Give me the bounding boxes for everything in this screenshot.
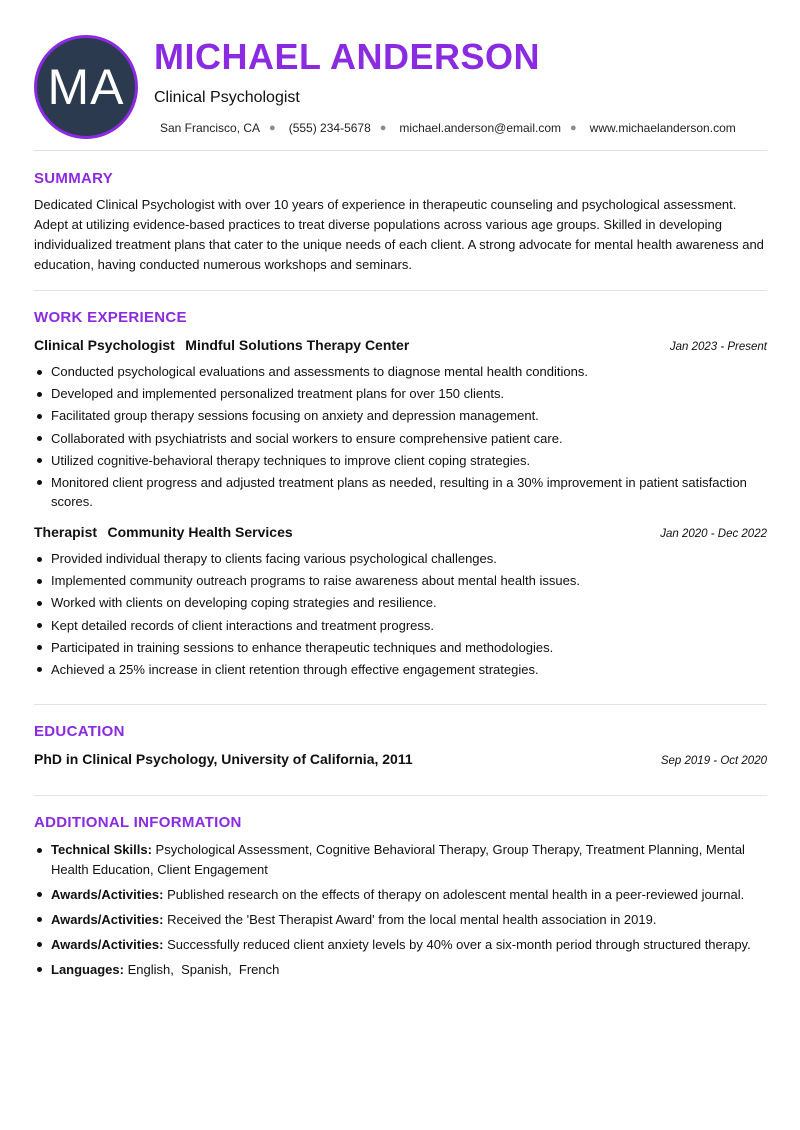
education-entry bbox=[34, 751, 767, 767]
list-item: Collaborated with psychiatrists and social workers to ensure comprehensive patient care. bbox=[34, 429, 767, 449]
job-company: Community Health Services bbox=[107, 524, 293, 540]
avatar-initials: MA bbox=[47, 59, 125, 115]
contact-line bbox=[160, 121, 736, 135]
candidate-title: Clinical Psychologist bbox=[154, 89, 300, 106]
divider bbox=[34, 795, 767, 796]
list-item bbox=[34, 935, 767, 955]
job-bullets bbox=[34, 362, 767, 515]
info-label: Awards/Activities: bbox=[51, 936, 164, 952]
degree: PhD in Clinical Psychology, University of California, 2011 bbox=[34, 751, 413, 767]
summary-text: Dedicated Clinical Psychologist with over 10 years of experience in therapeutic counseling and psychological assessment. Adept at utilizing evidence-based practices to treat diverse populations across various age groups. Skilled in developing individualized treatment plans that cater to the unique needs of each client. A strong advocate for mental health awareness and education, having conducted numerous workshops and seminars. bbox=[34, 197, 764, 272]
job-title: Therapist bbox=[34, 524, 98, 540]
list-item bbox=[34, 910, 767, 930]
job-dates: Jan 2020 - Dec 2022 bbox=[660, 528, 767, 540]
contact-email[interactable]: michael.anderson@email.com bbox=[399, 121, 562, 135]
separator-dot: ● bbox=[379, 122, 387, 134]
list-item: Utilized cognitive-behavioral therapy techniques to improve client coping strategies. bbox=[34, 451, 767, 471]
job-dates: Jan 2023 - Present bbox=[669, 341, 767, 353]
divider bbox=[34, 150, 767, 151]
info-text: Published research on the effects of therapy on adolescent mental health in a peer-reviewed journal. bbox=[167, 886, 745, 902]
job-bullets bbox=[34, 549, 767, 682]
job-company: Mindful Solutions Therapy Center bbox=[185, 337, 410, 353]
list-item: Kept detailed records of client interactions and treatment progress. bbox=[34, 616, 767, 636]
contact-website[interactable]: www.michaelanderson.com bbox=[589, 121, 736, 135]
info-label: Awards/Activities: bbox=[51, 911, 164, 927]
list-item: Achieved a 25% increase in client retention through effective engagement strategies. bbox=[34, 660, 767, 680]
list-item: Conducted psychological evaluations and assessments to diagnose mental health conditions. bbox=[34, 362, 767, 382]
list-item: Facilitated group therapy sessions focusing on anxiety and depression management. bbox=[34, 406, 767, 426]
contact-phone: (555) 234-5678 bbox=[288, 121, 371, 135]
info-label: Awards/Activities: bbox=[51, 886, 164, 902]
list-item: Participated in training sessions to enhance therapeutic techniques and methodologies. bbox=[34, 638, 767, 658]
info-text: Received the 'Best Therapist Award' from the local mental health association in 2019. bbox=[167, 911, 657, 927]
divider bbox=[34, 290, 767, 291]
candidate-name: MICHAEL ANDERSON bbox=[154, 36, 541, 77]
additional-info-heading: ADDITIONAL INFORMATION bbox=[34, 814, 242, 831]
contact-location: San Francisco, CA bbox=[160, 121, 261, 135]
info-text: Successfully reduced client anxiety levels by 40% over a six-month period through structured therapy. bbox=[167, 936, 751, 952]
divider bbox=[34, 704, 767, 705]
info-label: Technical Skills: bbox=[51, 842, 152, 857]
additional-info-list bbox=[34, 840, 767, 985]
list-item bbox=[34, 885, 767, 905]
job-header bbox=[34, 524, 767, 542]
job-header bbox=[34, 337, 767, 355]
list-item bbox=[34, 960, 767, 980]
list-item: Monitored client progress and adjusted treatment plans as needed, resulting in a 30% improvement in patient satisfaction scores. bbox=[34, 473, 767, 512]
separator-dot: ● bbox=[269, 122, 276, 134]
list-item: Implemented community outreach programs to raise awareness about mental health issues. bbox=[34, 571, 767, 591]
info-label: Languages: bbox=[51, 961, 124, 977]
education-dates: Sep 2019 - Oct 2020 bbox=[660, 755, 767, 767]
work-experience-heading: WORK EXPERIENCE bbox=[34, 309, 187, 326]
separator-dot: ● bbox=[570, 122, 577, 134]
list-item: Worked with clients on developing coping strategies and resilience. bbox=[34, 593, 767, 613]
summary-heading: SUMMARY bbox=[34, 170, 114, 187]
list-item: Provided individual therapy to clients facing various psychological challenges. bbox=[34, 549, 767, 569]
job-title: Clinical Psychologist bbox=[34, 337, 175, 353]
info-text: Psychological Assessment, Cognitive Behavioral Therapy, Group Therapy, Treatment Planning, Mental Health Education, Client Engagement bbox=[51, 842, 745, 877]
info-text: English, Spanish, French bbox=[127, 961, 280, 977]
avatar bbox=[34, 35, 138, 139]
list-item: Developed and implemented personalized treatment plans for over 150 clients. bbox=[34, 384, 767, 404]
list-item bbox=[34, 840, 767, 879]
education-heading: EDUCATION bbox=[34, 723, 125, 740]
